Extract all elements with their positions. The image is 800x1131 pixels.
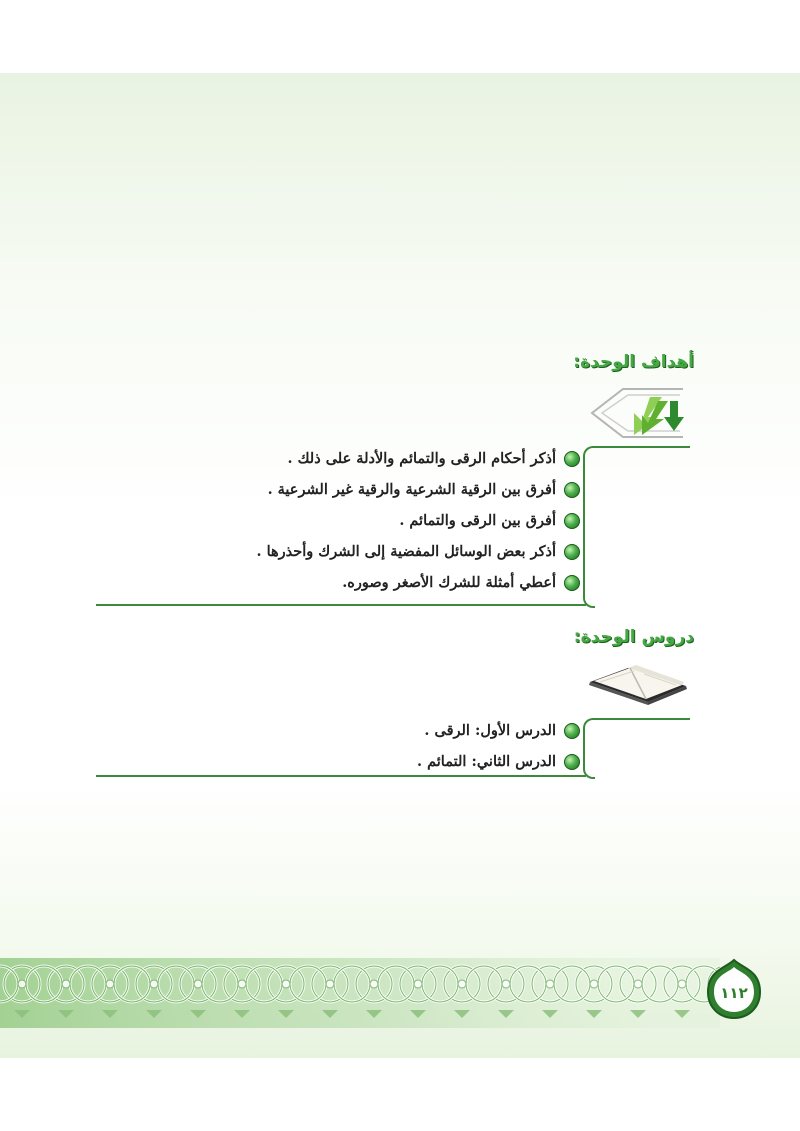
objectives-frame-top [593,446,690,448]
list-item: أذكر بعض الوسائل المفضية إلى الشرك وأحذرها . [256,536,580,567]
bullet-icon [564,754,580,770]
bullet-icon [564,513,580,529]
objectives-frame [583,446,595,608]
lessons-frame [583,718,595,779]
page-number: ١١٢ [720,984,748,1002]
lessons-frame-top [593,718,690,720]
ornament-border [0,958,800,1028]
bullet-icon [564,482,580,498]
bullet-icon [564,451,580,467]
list-item: أعطي أمثلة للشرك الأصغر وصوره. [256,567,580,598]
target-arrows-icon [588,385,692,443]
bullet-icon [564,544,580,560]
lessons-list [417,715,580,777]
list-item: أفرق بين الرقية الشرعية والرقية غير الشرعية . [256,474,580,505]
list-item: أفرق بين الرقى والتمائم . [256,505,580,536]
lessons-heading: دروس الوحدة: [573,627,694,647]
bullet-icon [564,723,580,739]
objectives-list [256,443,580,598]
list-item: أذكر أحكام الرقى والتمائم والأدلة على ذلك . [256,443,580,474]
objectives-frame-bottom [96,604,586,606]
objectives-heading: أهداف الوحدة: [573,352,694,372]
list-item: الدرس الأول: الرقى . [417,715,580,746]
page-number-badge [706,958,762,1020]
bullet-icon [564,575,580,591]
open-book-icon [586,660,692,706]
list-item: الدرس الثاني: التمائم . [417,746,580,777]
